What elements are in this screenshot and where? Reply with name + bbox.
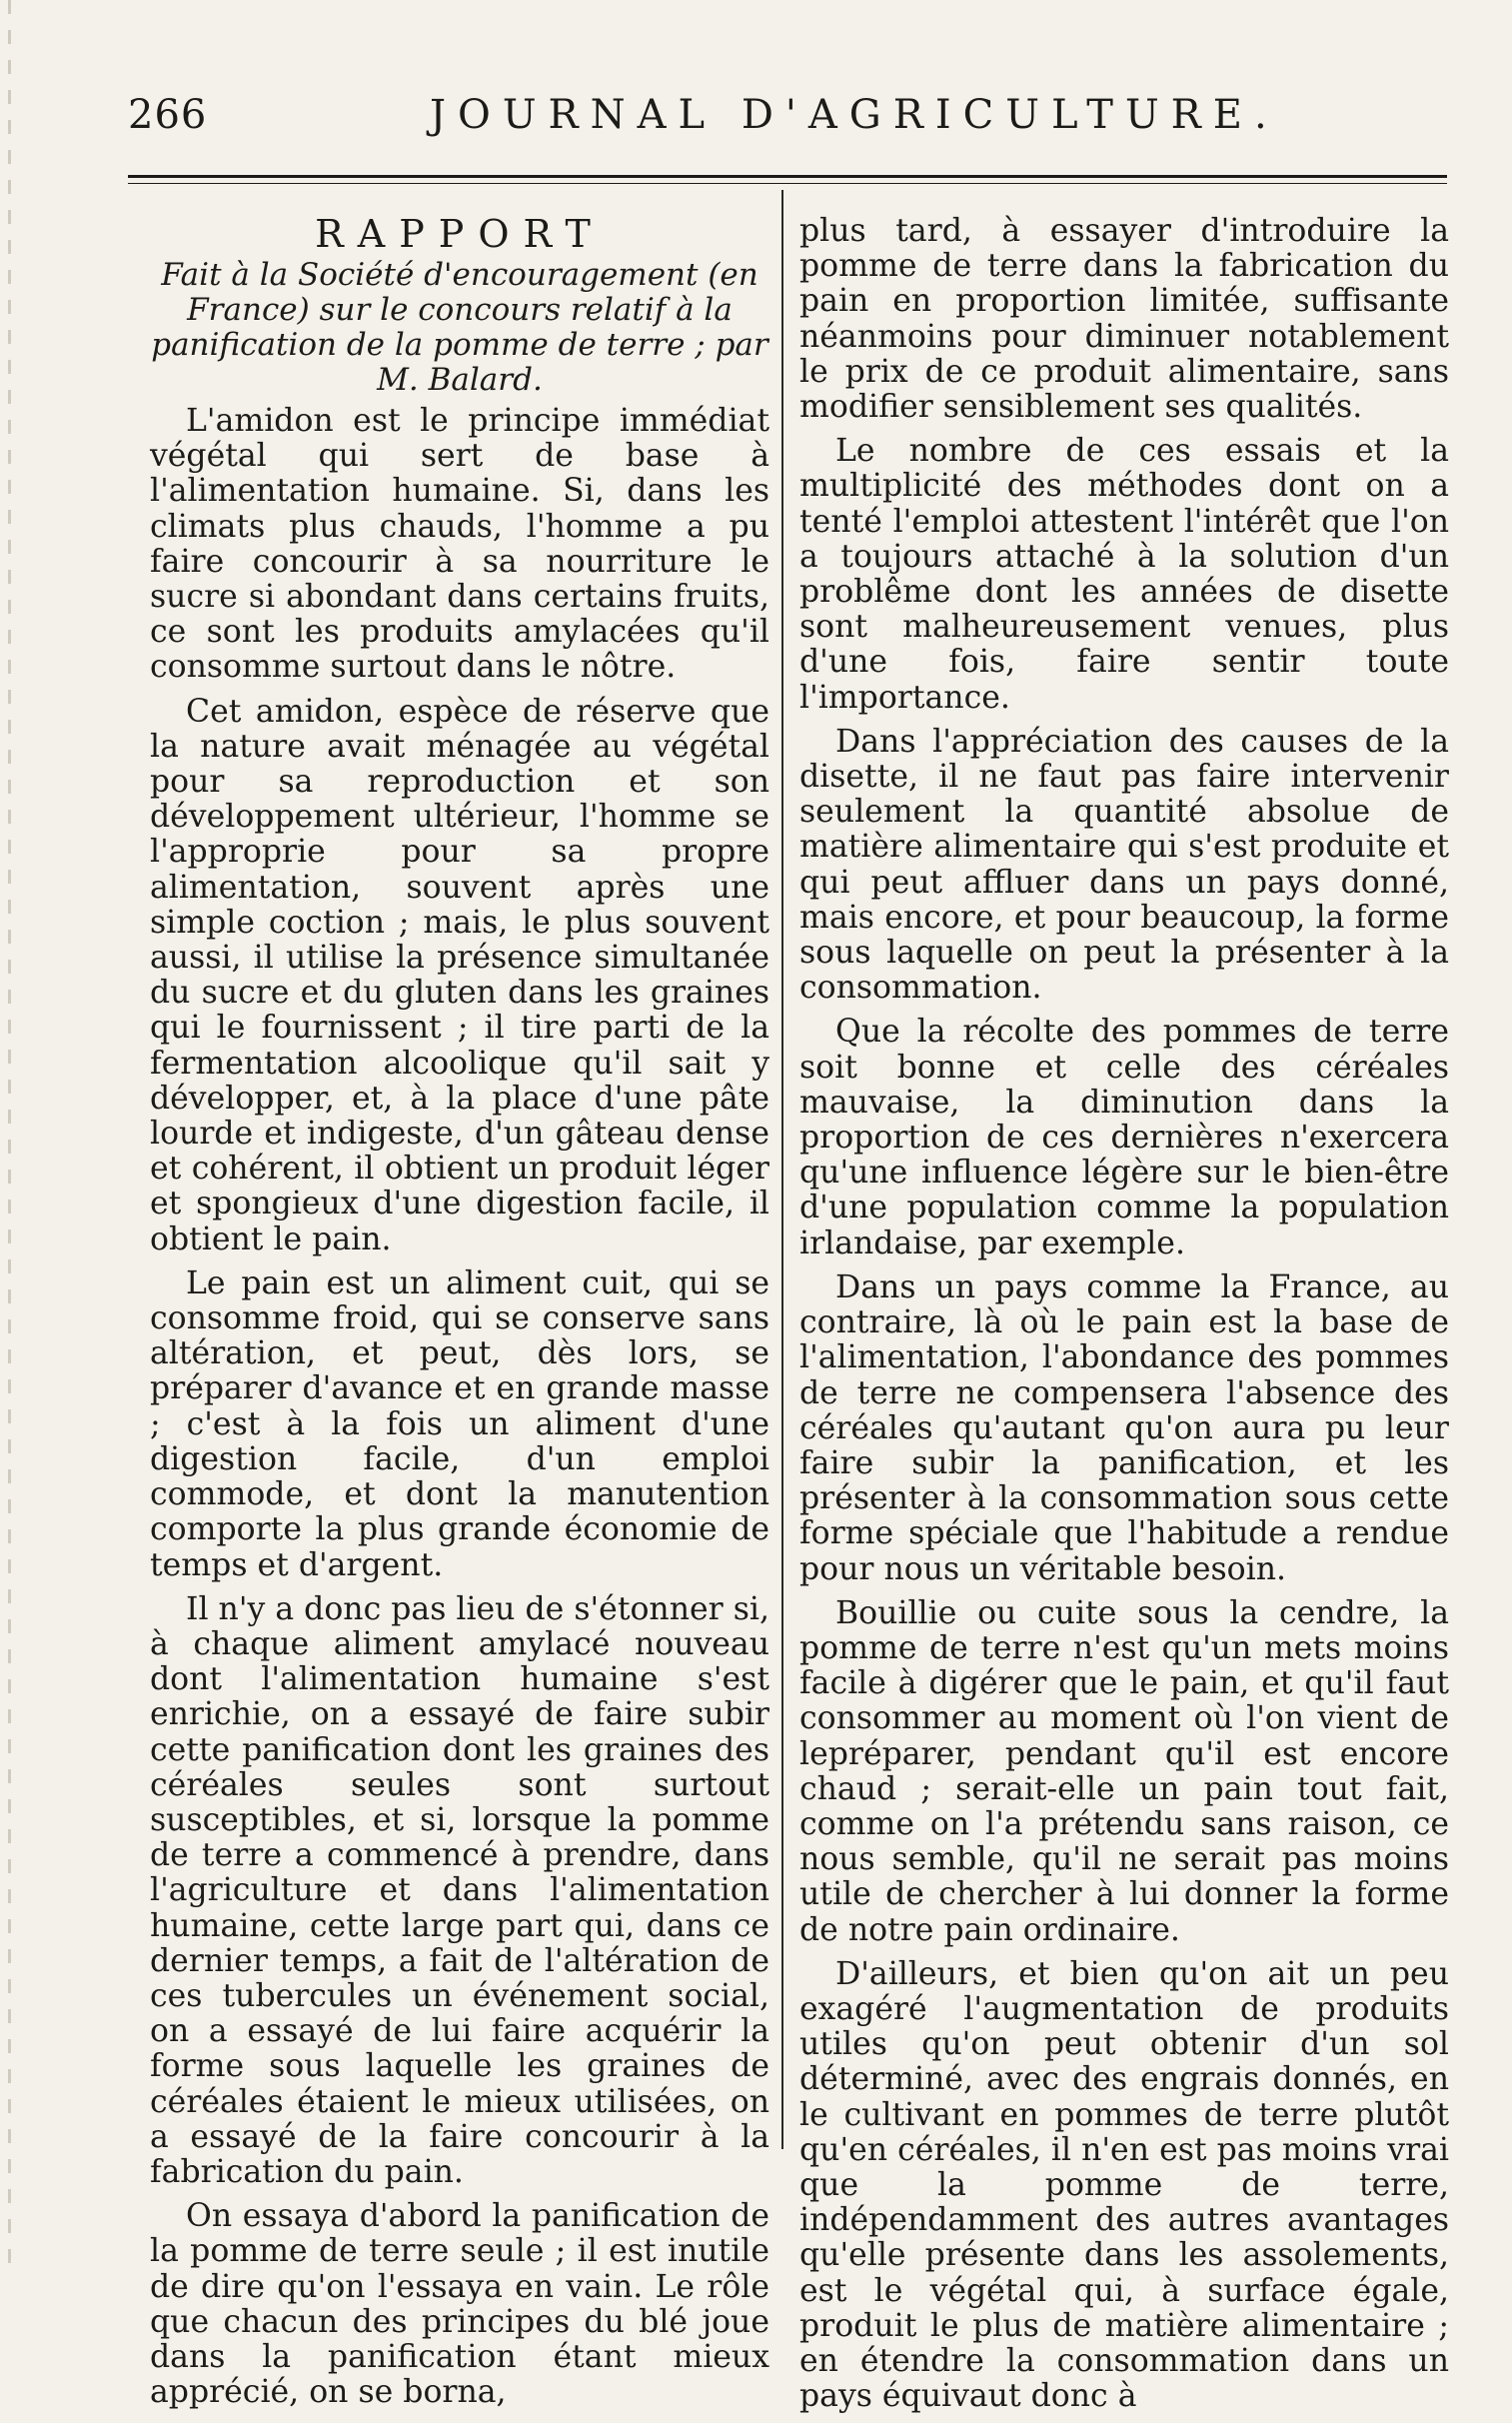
paragraph: Dans un pays comme la France, au contraire, là où le pain est la base de l'alimentation, l'abondance des pommes de terre ne compensera l'absence des céréales qu'autant qu'on aura pu leur faire subir la panification, et les présenter à la consommation sous cette forme spéciale que l'habitude a rendue pour nous un véritable besoin. xyxy=(799,1268,1449,1587)
column-divider xyxy=(781,190,783,2149)
paragraph: D'ailleurs, et bien qu'on ait un peu exagéré l'augmentation de produits utiles qu'on peut obtenir d'un sol déterminé, avec des engrais donnés, en le cultivant en pommes de terre plutôt qu'en céréales, il n'en est pas moins vrai que la pomme de terre, indépendamment des autres avantages qu'elle présente dans les assolements, est le végétal qui, à surface égale, produit le plus de matière alimentaire ; en étendre la consommation dans un pays équivaut donc à xyxy=(799,1955,1449,2415)
article-subtitle: Fait à la Société d'encouragement (en France) sur le concours relatif à la panification de la pomme de terre ; par M. Balard. xyxy=(151,257,768,398)
left-column xyxy=(150,214,769,2419)
paragraph: Il n'y a donc pas lieu de s'étonner si, à chaque aliment amylacé nouveau dont l'alimentation humaine s'est enrichie, on a essayé de faire subir cette panification dont les graines des céréales seules sont surtout susceptibles, et si, lorsque la pomme de terre a commencé à prendre, dans l'agriculture et dans l'alimentation humaine, cette large part qui, dans ce dernier temps, a fait de l'altération de ces tubercules un événement social, on a essayé de lui faire acquérir la forme sous laquelle les graines de céréales étaient le mieux utilisées, on a essayé de la faire concourir à la fabrication du pain. xyxy=(150,1590,769,2190)
page-number: 266 xyxy=(128,92,208,138)
header-rule xyxy=(128,175,1447,184)
page-edge-shadow xyxy=(8,0,11,2278)
paragraph: plus tard, à essayer d'introduire la pomme de terre dans la fabrication du pain en proportion limitée, suffisante néanmoins pour diminuer notablement le prix de ce produit alimentaire, sans modifier sensiblement ses qualités. xyxy=(799,213,1449,426)
paragraph: Que la récolte des pommes de terre soit bonne et celle des céréales mauvaise, la diminution dans la proportion de ces dernières n'exercera qu'une influence légère sur le bien-être d'une population comme la population irlandaise, par exemple. xyxy=(799,1014,1449,1261)
right-column xyxy=(799,214,1449,2423)
paragraph: L'amidon est le principe immédiat végétal qui sert de base à l'alimentation humaine. Si, dans les climats plus chauds, l'homme a pu faire concourir à sa nourriture le sucre si abondant dans certains fruits, ce sont les produits amylacées qu'il consomme surtout dans le nôtre. xyxy=(150,403,769,686)
paragraph: On essaya d'abord la panification de la pomme de terre seule ; il est inutile de dire qu'on l'essaya en vain. Le rôle que chacun des principes du blé joue dans la panification étant mieux apprécié, on se borna, xyxy=(150,2198,769,2411)
paragraph: Le nombre de ces essais et la multiplicité des méthodes dont on a tenté l'emploi attestent l'intérêt que l'on a toujours attaché à la solution d'un problême dont les années de disette sont malheureusement venues, plus d'une fois, faire sentir toute l'importance. xyxy=(799,433,1449,716)
article-title: RAPPORT xyxy=(315,212,605,256)
paragraph: Dans l'appréciation des causes de la disette, il ne faut pas faire intervenir seulement la quantité absolue de matière alimentaire qui s'est produite et qui peut affluer dans un pays donné, mais encore, et pour beaucoup, la forme sous laquelle on peut la présenter à la consommation. xyxy=(799,723,1449,1007)
paragraph: Cet amidon, espèce de réserve que la nature avait ménagée au végétal pour sa reproduction et son développement ultérieur, l'homme se l'approprie pour sa propre alimentation, souvent après une simple coction ; mais, le plus souvent aussi, il utilise la présence simultanée du sucre et du gluten dans les graines qui le fournissent ; il tire parti de la fermentation alcoolique qu'il sait y développer, et, à la place d'une pâte lourde et indigeste, d'un gâteau dense et cohérent, il obtient un produit léger et spongieux d'une digestion facile, il obtient le pain. xyxy=(150,693,769,1257)
paragraph: Le pain est un aliment cuit, qui se consomme froid, qui se conserve sans altération, et peut, dès lors, se préparer d'avance et en grande masse ; c'est à la fois un aliment d'une digestion facile, d'un emploi commode, et dont la manutention comporte la plus grande économie de temps et d'argent. xyxy=(150,1264,769,1583)
paragraph: Bouillie ou cuite sous la cendre, la pomme de terre n'est qu'un mets moins facile à digérer que le pain, et qu'il faut consommer au moment où l'on vient de lepréparer, pendant qu'il est encore chaud ; serait-elle un pain tout fait, comme on l'a prétendu sans raison, ce nous semble, qu'il ne serait pas moins utile de chercher à lui donner la forme de notre pain ordinaire. xyxy=(799,1594,1449,1948)
running-head: JOURNAL D'AGRICULTURE. xyxy=(430,92,1279,138)
